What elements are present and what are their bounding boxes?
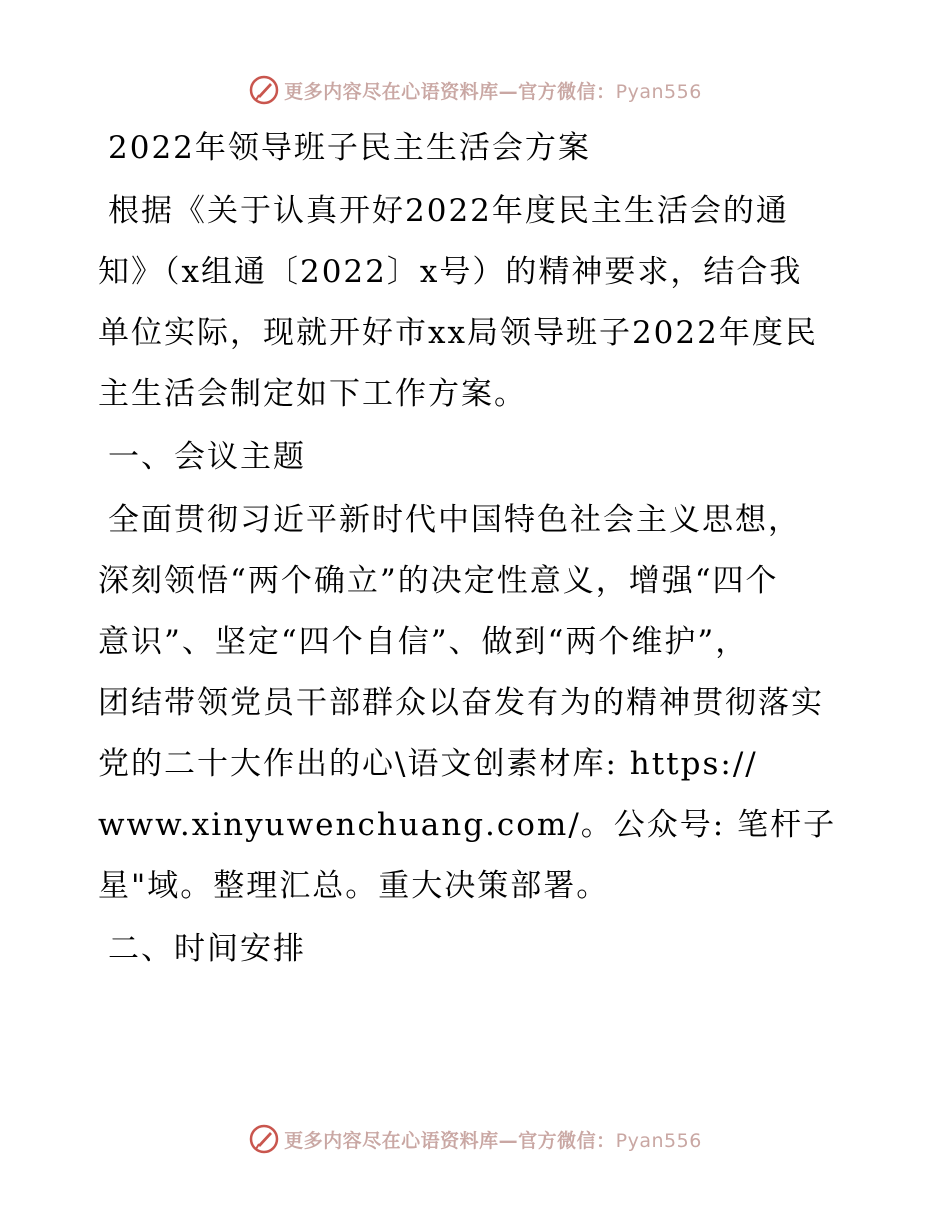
section1-line: 全面贯彻习近平新时代中国特色社会主义思想， <box>108 502 801 538</box>
quill-logo-icon <box>248 74 280 106</box>
section1-line: 团结带领党员干部群众以奋发有为的精神贯彻落实 <box>98 685 824 721</box>
intro-line: 知》（x组通〔2022〕x号）的精神要求，结合我 <box>98 254 803 290</box>
section-heading-2: 二、时间安排 <box>108 931 306 967</box>
watermark-banner-top <box>0 70 950 110</box>
section1-line: 意识”、坚定“四个自信”、做到“两个维护”， <box>98 624 749 660</box>
intro-line: 单位实际，现就开好市xx局领导班子2022年度民 <box>98 315 818 351</box>
watermark-banner-bottom <box>0 1119 950 1159</box>
watermark-text: 更多内容尽在心语资料库—官方微信：Pyan556 <box>284 1129 702 1152</box>
quill-logo-icon <box>248 1123 280 1155</box>
section1-line: 星"域。整理汇总。重大决策部署。 <box>98 868 610 904</box>
watermark-text: 更多内容尽在心语资料库—官方微信：Pyan556 <box>284 80 702 103</box>
intro-line: 根据《关于认真开好2022年度民主生活会的通 <box>108 193 789 229</box>
section1-line: www.xinyuwenchuang.com/。公众号: 笔杆子 <box>98 807 837 843</box>
section1-line: 党的二十大作出的心\语文创素材库: https:// <box>98 746 758 782</box>
section1-line: 深刻领悟“两个确立”的决定性意义，增强“四个 <box>98 563 779 599</box>
document-body <box>98 118 858 980</box>
intro-line: 主生活会制定如下工作方案。 <box>98 376 527 412</box>
document-title: 2022年领导班子民主生活会方案 <box>108 130 591 166</box>
section-heading-1: 一、会议主题 <box>108 439 306 475</box>
